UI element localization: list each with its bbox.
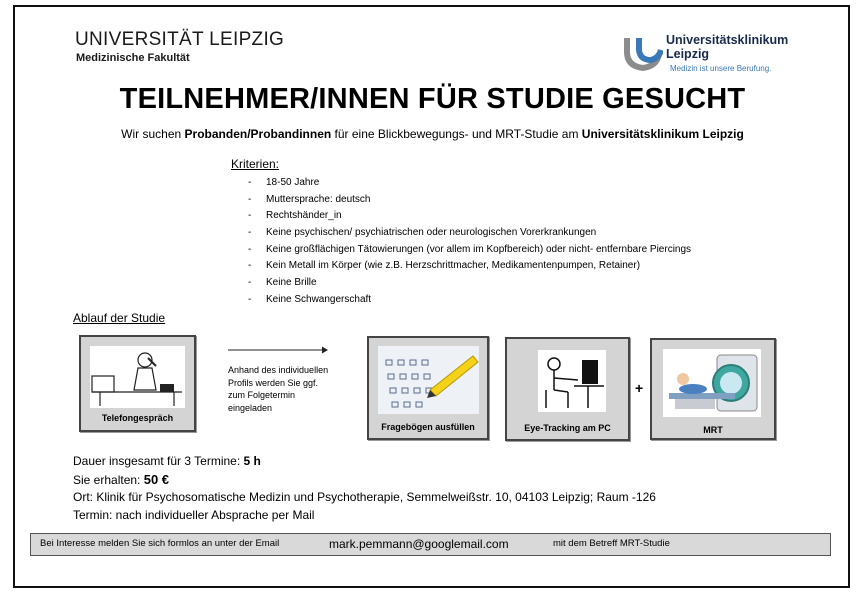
payment-label: Sie erhalten:: [73, 473, 144, 487]
criteria-list: [248, 175, 691, 309]
subtitle-bold-participants: Probanden/Probandinnen: [184, 127, 332, 141]
invitation-note-line: Profils werden Sie ggf.: [228, 377, 319, 388]
clinic-name-line1: Universitätsklinikum: [666, 33, 789, 47]
page-title: TEILNEHMER/INNEN FÜR STUDIE GESUCHT: [119, 83, 746, 115]
eyetracking-illustration: [538, 350, 606, 412]
step-eyetracking-caption: Eye-Tracking am PC: [524, 423, 611, 433]
duration-label: Dauer insgesamt für 3 Termine:: [73, 454, 244, 468]
criteria-item: - 18-50 Jahre: [248, 175, 691, 192]
criteria-item: - Keine großflächigen Tätowierungen (vor allem im Kopfbereich) oder nicht- entfernbare Piercings: [248, 242, 691, 259]
contact-suffix: mit dem Betreff MRT-Studie: [553, 538, 670, 549]
contact-bar: [30, 533, 831, 556]
step-questionnaire-caption: Fragebögen ausfüllen: [381, 422, 475, 432]
arrow-right-icon: [228, 345, 328, 355]
payment-line: [73, 472, 169, 487]
duration-value: 5 h: [243, 454, 261, 468]
criteria-item: - Muttersprache: deutsch: [248, 192, 691, 209]
subtitle: [0, 127, 865, 141]
subtitle-bold-clinic: Universitätsklinikum Leipzig: [581, 127, 744, 141]
step-eyetracking-box: [505, 337, 630, 441]
contact-prefix: Bei Interesse melden Sie sich formlos an unter der Email: [40, 538, 280, 549]
contact-email[interactable]: mark.pemmann@googlemail.com: [329, 537, 509, 551]
criteria-item: - Rechtshänder_in: [248, 208, 691, 225]
questionnaire-icon: [378, 346, 479, 414]
subtitle-text: für eine Blickbewegungs- und MRT-Studie am: [331, 127, 582, 141]
step-phone-box: [79, 335, 196, 432]
clinic-name: [666, 33, 788, 61]
step-phone-caption: Telefongespräch: [101, 413, 174, 423]
invitation-note-line: zum Folgetermin: [228, 390, 296, 400]
clinic-logo-icon: [623, 36, 663, 72]
step-mrt-caption: MRT: [703, 425, 723, 435]
questionnaire-illustration: [378, 346, 479, 414]
invitation-note-line: Anhand des individuellen: [228, 365, 329, 375]
eye-tracking-icon: [538, 350, 606, 412]
invitation-note: [228, 364, 328, 414]
payment-value: 50 €: [143, 472, 170, 487]
criteria-item: - Keine Schwangerschaft: [248, 292, 691, 309]
step-mrt-box: [650, 338, 776, 440]
duration-line: [73, 454, 261, 468]
phone-call-icon: [90, 346, 185, 408]
criteria-item: - Keine Brille: [248, 275, 691, 292]
criteria-item: - Kein Metall im Körper (wie z.B. Herzschrittmacher, Medikamentenpumpen, Retainer): [248, 258, 691, 275]
invitation-note-line: eingeladen: [228, 402, 273, 413]
step-questionnaire-box: [367, 336, 489, 440]
criteria-heading: Kriterien:: [231, 157, 280, 171]
phone-call-illustration: [90, 346, 185, 408]
university-name: UNIVERSITÄT LEIPZIG: [75, 29, 285, 50]
clinic-name-line2: Leipzig: [666, 47, 710, 61]
clinic-motto: Medizin ist unsere Berufung.: [670, 64, 772, 73]
procedure-heading: Ablauf der Studie: [73, 311, 166, 325]
criteria-item: - Keine psychischen/ psychiatrischen oder neurologischen Vorerkrankungen: [248, 225, 691, 242]
mri-scanner-icon: [663, 349, 761, 417]
appointment-line: Termin: nach individueller Absprache per Mail: [73, 508, 315, 522]
location-line: Ort: Klinik für Psychosomatische Medizin und Psychotherapie, Semmelweißstr. 10, 04103 Leipzig; Raum -126: [73, 490, 656, 504]
faculty-name: Medizinische Fakultät: [76, 52, 190, 64]
plus-sign: +: [635, 380, 644, 396]
mrt-illustration: [663, 349, 761, 417]
subtitle-text: Wir suchen: [121, 127, 185, 141]
